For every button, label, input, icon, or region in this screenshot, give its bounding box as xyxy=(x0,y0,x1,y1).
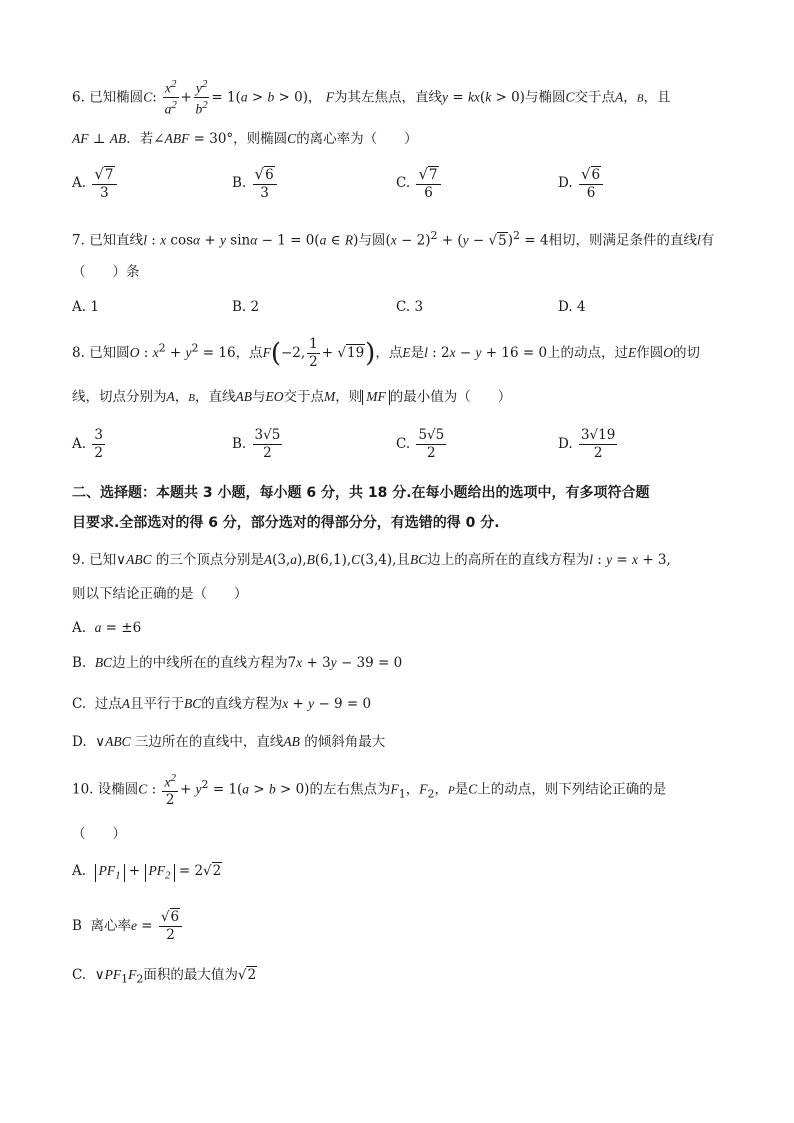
q9-option-c[interactable]: C. 过点A且平行于BC的直线方程为x + y − 9 = 0 xyxy=(72,696,372,712)
q7-line1: 7. 已知直线l : x cosα + y sinα − 1 = 0(a ∈ R)与圆$(x - 2)^2 + (y - √5)^2 = 4$相切，则满足条件的直线l有 xyxy=(72,229,715,249)
q7-number: 7. xyxy=(72,232,85,249)
section2-header-line2: 目要求.全部选对的得 6 分，部分选对的得部分分，有选错的得 0 分. xyxy=(72,515,500,531)
q6-option-c[interactable]: C. $\frac{√7}{6}$ xyxy=(396,166,443,201)
q8-line1: 8. 已知圆O : $x^2 + y^2 = 16$，点F(−2, $\frac{1}{2}$ + √19)，点E是l : 2x − y + 16 = 0上的动点，过E作圆O的切 xyxy=(72,336,701,370)
q9-line2: 则以下结论正确的是（ ） xyxy=(72,586,248,602)
q8-option-a[interactable]: A. $\frac{3}{2}$ xyxy=(72,427,103,461)
q10-number: 10. xyxy=(72,781,94,798)
q9-line1: 9. 已知∨ABC 的三个顶点分别是A(3,a),B(6,1),C(3,4),且BC边上的高所在的直线方程为l : y = x + 3, xyxy=(72,552,671,568)
q7-option-d[interactable]: D. 4 xyxy=(558,299,586,315)
q6-number: 6. xyxy=(72,89,85,106)
q7-option-c[interactable]: C. 3 xyxy=(396,299,424,315)
q6-line2: AF ⊥ AB．若∠ABF = 30°，则椭圆C的离心率为（ ） xyxy=(72,131,418,147)
q9-option-d[interactable]: D. ∨ABC 三边所在的直线中，直线AB 的倾斜角最大 xyxy=(72,734,386,750)
q8-option-b[interactable]: B. $\frac{3√5}{2}$ xyxy=(232,427,281,461)
q8-line2: 线，切点分别为A，B，直线AB与EO交于点M，则 MF 的最小值为（ ） xyxy=(72,389,512,405)
q9-number: 9. xyxy=(72,552,85,568)
q8-option-c[interactable]: C. $\frac{5√5}{2}$ xyxy=(396,427,445,461)
q8-number: 8. xyxy=(72,344,85,361)
q7-option-a[interactable]: A. 1 xyxy=(72,299,99,315)
q6-fraction-y: $\frac{y^2}{b^2}$ xyxy=(195,78,208,117)
q6-option-b[interactable]: B. $\frac{√6}{3}$ xyxy=(232,166,279,201)
q7-option-b[interactable]: B. 2 xyxy=(232,299,260,315)
q9-option-b[interactable]: B. BC边上的中线所在的直线方程为7x + 3y − 39 = 0 xyxy=(72,655,403,671)
q10-line2: （ ） xyxy=(72,826,126,842)
q10-option-a[interactable]: A. $PF_1 + PF_2 = 2√2$ xyxy=(72,863,222,882)
q6-fraction-x: $\frac{x^2}{a^2}$ xyxy=(164,78,177,117)
section2-header-line1: 二、选择题：本题共 3 小题，每小题 6 分，共 18 分.在每小题给出的选项中，有多项符合题 xyxy=(72,485,650,501)
q8-option-d[interactable]: D. $\frac{3√19}{2}$ xyxy=(558,427,616,461)
q10-option-c[interactable]: C. $\vee PF_1F_2$面积的最大值为√2 xyxy=(72,967,257,986)
q10-option-b[interactable]: B 离心率e = $\frac{√6}{2}$ xyxy=(72,910,184,943)
q10-line1: 10. 设椭圆C : $\frac{x^2}{2}$ + $y^2 = 1(a > b > 0)$的左右焦点为$F_1$，$F_2$，P是C上的动点，则下列结论正确的是 xyxy=(72,772,667,809)
q7-line2: （ ）条 xyxy=(72,264,140,280)
q6-option-a[interactable]: A. $\frac{√7}{3}$ xyxy=(72,166,119,201)
q6-option-d[interactable]: D. $\frac{√6}{6}$ xyxy=(558,166,605,201)
q6-line1: 6. 已知椭圆C: $\frac{x^2}{a^2}$ + $\frac{y^2}{b^2}$ = 1(a > b > 0)， F为其左焦点，直线y = kx(k > 0)与椭圆C交于点A，B，且 xyxy=(72,78,671,117)
q9-option-a[interactable]: A. a = ±6 xyxy=(72,620,142,636)
